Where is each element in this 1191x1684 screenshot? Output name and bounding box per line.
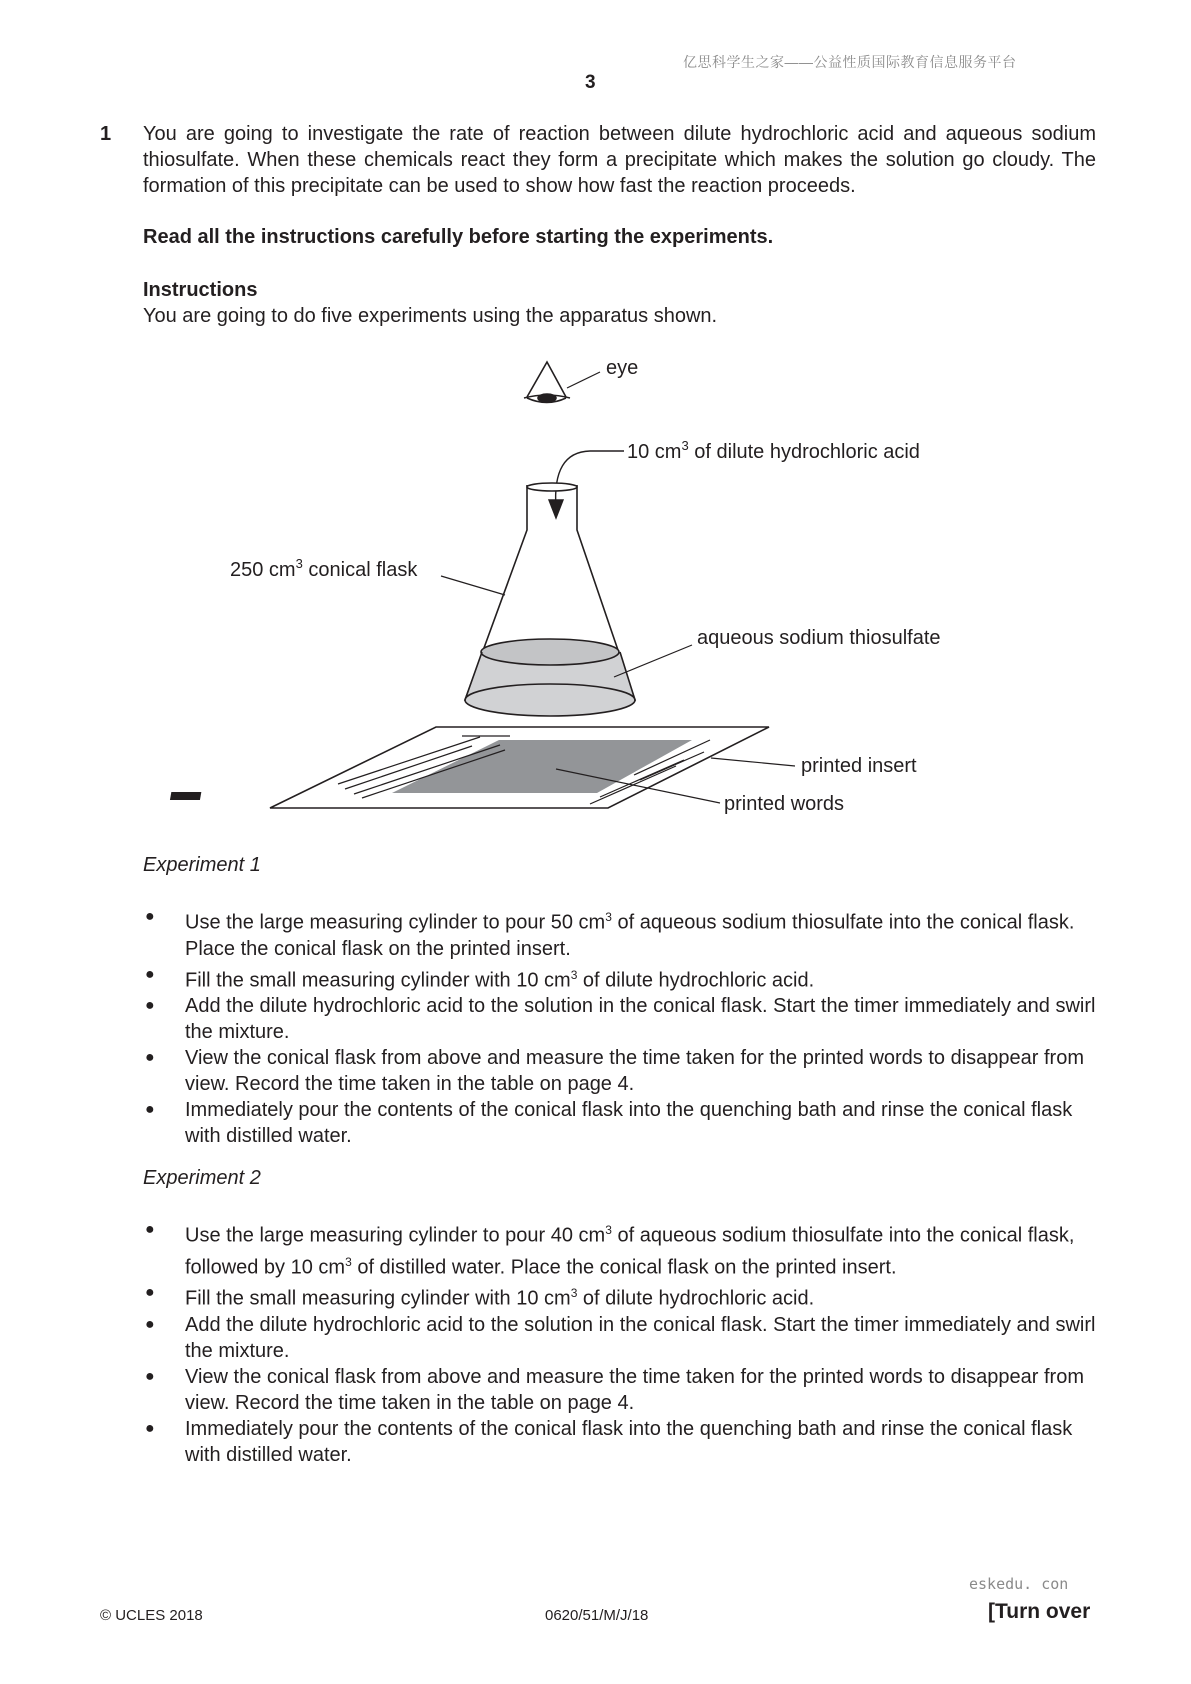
label-printed-words: printed words [724,793,845,815]
list-item: ● View the conical flask from above and measure the time taken for the printed words to disappear from view. Record the time taken in the table on page 4. [145,1365,1084,1414]
list-item: ● Add the dilute hydrochloric acid to the solution in the conical flask. Start the timer immediately and swirl the mixture. [145,995,1096,1044]
experiment-2-title: Experiment 2 [143,1167,261,1189]
copyright: © UCLES 2018 [100,1607,203,1624]
apparatus-diagram [0,340,1191,830]
list-item: ● View the conical flask from above and measure the time taken for the printed words to disappear from view. Record the time taken in the table on page 4. [145,1047,1084,1096]
turn-over: [Turn over [988,1600,1091,1623]
list-item: ● Fill the small measuring cylinder with 10 $cm^3$ of dilute hydrochloric acid. [145,1284,815,1310]
instructions-text: You are going to do five experiments using the apparatus shown. [143,305,718,327]
label-solution: aqueous sodium thiosulfate [697,627,941,649]
question-intro: You are going to investigate the rate of reaction between dilute hydrochloric acid and aqueous sodium thiosulfate. When these chemicals react they form a precipitate which makes the solution go cloudy. The formation of this precipitate can be used to show how fast the reaction proceeds. [143,123,1096,197]
paper-code: 0620/51/M/J/18 [545,1607,649,1624]
question-number: 1 [100,123,112,145]
experiment-1-title: Experiment 1 [143,854,261,876]
instructions-heading: Instructions [143,279,258,301]
read-instructions-warning: Read all the instructions carefully before starting the experiments. [143,226,774,248]
label-acid: 10 $cm^3$ of dilute hydrochloric acid [627,438,920,463]
list-item: ● Fill the small measuring cylinder with 10 $cm^3$ of dilute hydrochloric acid. [145,965,815,992]
watermark-footer: eskedu. con [969,1575,1069,1593]
label-printed-insert: printed insert [801,755,917,777]
page-number: 3 [585,72,596,93]
conical-flask [465,483,635,716]
label-conical-flask: 250 $cm^3$ conical flask [230,556,418,581]
eye-icon [524,362,600,403]
printed-insert [170,727,769,808]
label-eye: eye [606,357,639,379]
list-item: ● Add the dilute hydrochloric acid to the solution in the conical flask. Start the timer immediately and swirl the mixture. [145,1313,1096,1362]
list-item: ● Immediately pour the contents of the conical flask into the quenching bath and rinse the conical flask with distilled water. [145,1417,1073,1466]
list-item: ● Use the large measuring cylinder to pour 40 $cm^3$ of aqueous sodium thiosulfate into the conical flask, followed by 10 $cm^3$ of distilled water. Place the conical flask on the printed insert. [145,1221,1075,1279]
experiment-2-steps [143,1217,1098,1468]
experiment-1-steps [143,904,1098,1149]
list-item: ● Immediately pour the contents of the conical flask into the quenching bath and rinse the conical flask with distilled water. [145,1099,1073,1148]
watermark-header: 亿思科学生之家——公益性质国际教育信息服务平台 [683,54,1017,70]
list-item: ● Use the large measuring cylinder to pour 50 $cm^3$ of aqueous sodium thiosulfate into the conical flask. Place the conical flask on the printed insert. [145,908,1075,960]
